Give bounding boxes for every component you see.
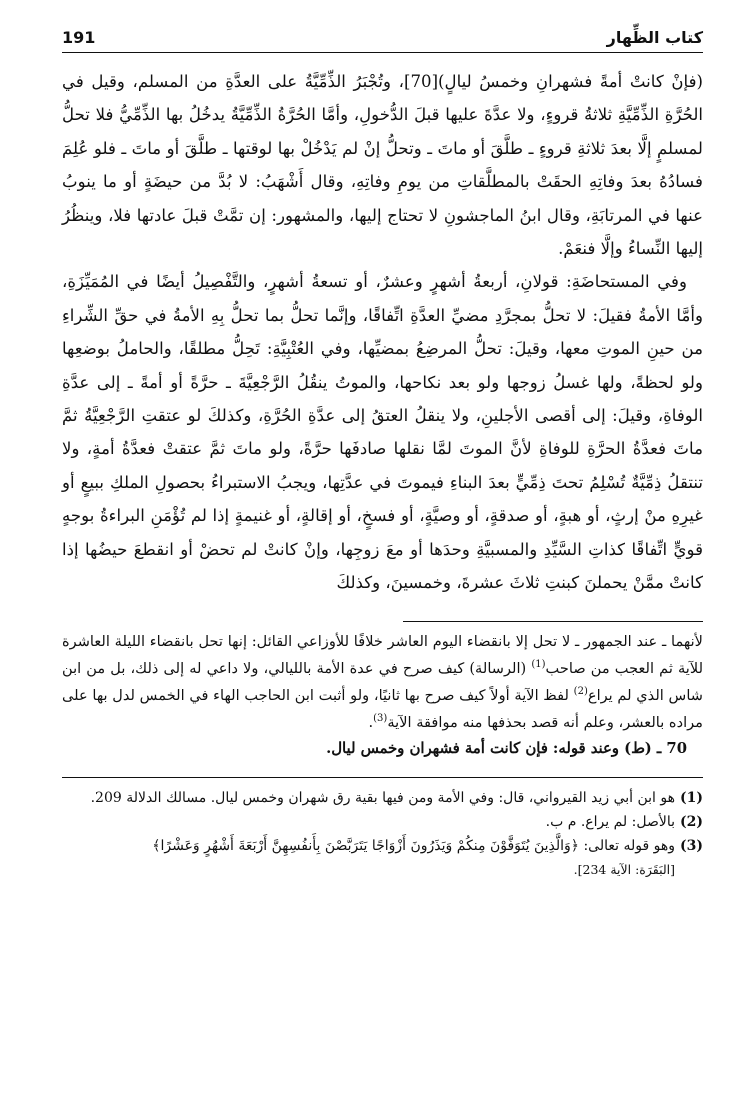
footnotes-divider (62, 777, 703, 778)
commentary-paragraph: لأنهما ـ عند الجمهور ـ لا تحل إلا بانقضاء اليوم العاشر خلافًا للأوزاعي القائل: إنها تحل بانقضاء الليلة العاشرة للآية ثم العجب من صاحب$^{(1)}$ (الرسالة) كيف صرح في عدة الأمة بالليالي، ولا داعي له إلى ذلك، بل من ابن شاس الذي لم يراع$^{(2)}$ لفظ الآية أولاً كيف صرح بها ثانيًا، ولو أثبت ابن الحاجب الهاء في الخمس لدل بها على مراده بالعشر، وعلم أنه قصد بحذفها منه موافقة الآية$^{(3)}$. (62, 632, 704, 732)
footnote-ref-2[interactable]: (2) (573, 686, 588, 698)
footnote-3 (62, 834, 703, 858)
footnote-1 (62, 786, 703, 810)
ayah-reference: [البَقَرَة: الآية 234]. (573, 862, 675, 878)
book-page (62, 28, 703, 882)
footnote-mark: (2) (680, 814, 703, 831)
main-paragraph-1: (فإنْ كانتْ أمةً فشهرانِ وخمسُ ليالٍ)[70]، وتُجْبَرُ الذِّمِّيَّةُ على العدَّةِ من المسلم، وقيل في الحُرَّةِ الذِّمِّيَّةِ ثلاثةُ قروءٍ، ولا عدَّةَ عليها قبلَ الدُّخولِ، وأمَّا الحُرَّةُ الذِّمِّيَّةُ يدخُلُ بها الذِّمِّيُّ فلا تحلُّ لمسلمٍ إلَّا بعدَ ثلاثةِ قروءٍ ـ طلَّقَ أو ماتَ ـ وتحلُّ إنْ لم يَدْخُلْ بها لوقتها ـ طلَّقَ أو ماتَ ـ فلو عُلِمَ فسادُهُ بعدَ وفاتِهِ الحقَتْ بالمطلَّقاتِ من يومِ وفاتِهِ، وقال أَشْهَبُ: لا بُدَّ من حيضَةٍ أو ما ينوبُ عنها في المرتابَةِ، وقال ابنُ الماجشونِ لا تحتاج إليها، والمشهور: إن تمَّتْ قبلَ عادتها فلا، وينظُرُ إليها النِّساءُ وإلَّا فنعَمْ. (62, 72, 703, 259)
footnotes (62, 786, 703, 882)
main-paragraph-2: وفي المستحاضَةِ: قولانِ، أربعةُ أشهرٍ وعشرٌ، أو تسعةُ أشهرٍ، والتَّفْصِيلُ أيضًا في المُمَيِّزَةِ، وأمَّا الأمةُ فقيلَ: لا تحلُّ بمجرَّدِ مضيِّ العدَّةِ اتِّفاقًا، وإنَّما تحلُّ بما تحلُّ بِهِ الأمةُ في حقِّ الشِّراءِ من حينِ الموتِ معها، وقيلَ: تحلُّ المرضِعُ بمضيِّها، وفي العُتْبِيَّةِ: تَحِلُّ مطلقًا، والحاملُ بوضعِها ولو لحظةً، ولها غسلُ زوجها ولو بعد نكاحها، والموتُ ينقُلُ الرَّجْعِيَّةَ ـ حرَّةً أو أمةً ـ إلى عدَّةِ الوفاةِ، وقيلَ: إلى أقصى الأجلينِ، ولا ينقلُ العتقُ إلى عدَّةِ الحُرَّةِ، وكذلكَ لو عتقتِ الرَّجْعِيَّةُ ثمَّ ماتَ فعدَّةُ الحرَّةِ للوفاةِ لأنَّ الموتَ لمَّا نقلها صادفَها حرَّةً، ولو ماتَ ثمَّ عتقتْ فعدَّةُ أمةٍ، ولا تنتقلُ ذِمِّيَّةٌ تُسْلِمُ تحتَ ذِمِّيٍّ بعدَ البناءِ فيموتَ في عدَّتِها، ويجبُ الاستبراءُ بحصولِ الملكِ ببيعٍ أو غيرِهِ منْ إرثٍ، أو هبةٍ، أو صدقةٍ، أو وصيَّةٍ، أو فسخٍ، أو إقالةٍ، أو غنيمةٍ إذا لم تُؤْمَنِ البراءةُ بوجهٍ قويٍّ اتِّفاقًا كذاتِ السَّيِّدِ والمسبيَّةِ وحدَها أو معَ زوجِها، وإنْ كانتْ لم تحضْ أو انقطعَ حيضُها إذا كانتْ ممَّنْ يحملنَ كبنتِ ثلاثَ عشرةَ، وخمسينَ، وكذلكَ (62, 272, 703, 593)
notes-divider (403, 621, 703, 622)
footnote-text: بالأصل: لم يراع. م ب. (545, 814, 675, 831)
running-header (62, 28, 703, 53)
commentary-heading-70: 70 ـ (ط) وعند قوله: فإن كانت أمة فشهران وخمس ليال. (326, 740, 687, 758)
page-number: 191 (62, 28, 96, 47)
main-text (62, 65, 703, 600)
commentary-notes (62, 628, 703, 763)
footnote-text: هو ابن أبي زيد القيرواني، قال: وفي الأمة ومن فيها بقية رق شهران وخمس ليال. مسالك الدلالة 209. (90, 790, 675, 807)
footnote-mark: (3) (680, 838, 703, 855)
chapter-title: كتاب الظِّهار (606, 28, 703, 47)
footnote-mark: (1) (680, 790, 703, 807)
footnote-ref-1[interactable]: (1) (531, 658, 546, 670)
footnote-text: وهو قوله تعالى: ﴿وَالَّذِينَ يُتَوَفَّوْنَ مِنكُمْ وَيَذَرُونَ أَزْوَاجًا يَتَرَبَّصْنَ بِأَنفُسِهِنَّ أَرْبَعَةَ أَشْهُرٍ وَعَشْرًا﴾ (152, 838, 675, 855)
footnote-ref-3[interactable]: (3) (373, 713, 388, 725)
footnote-2 (62, 810, 703, 834)
